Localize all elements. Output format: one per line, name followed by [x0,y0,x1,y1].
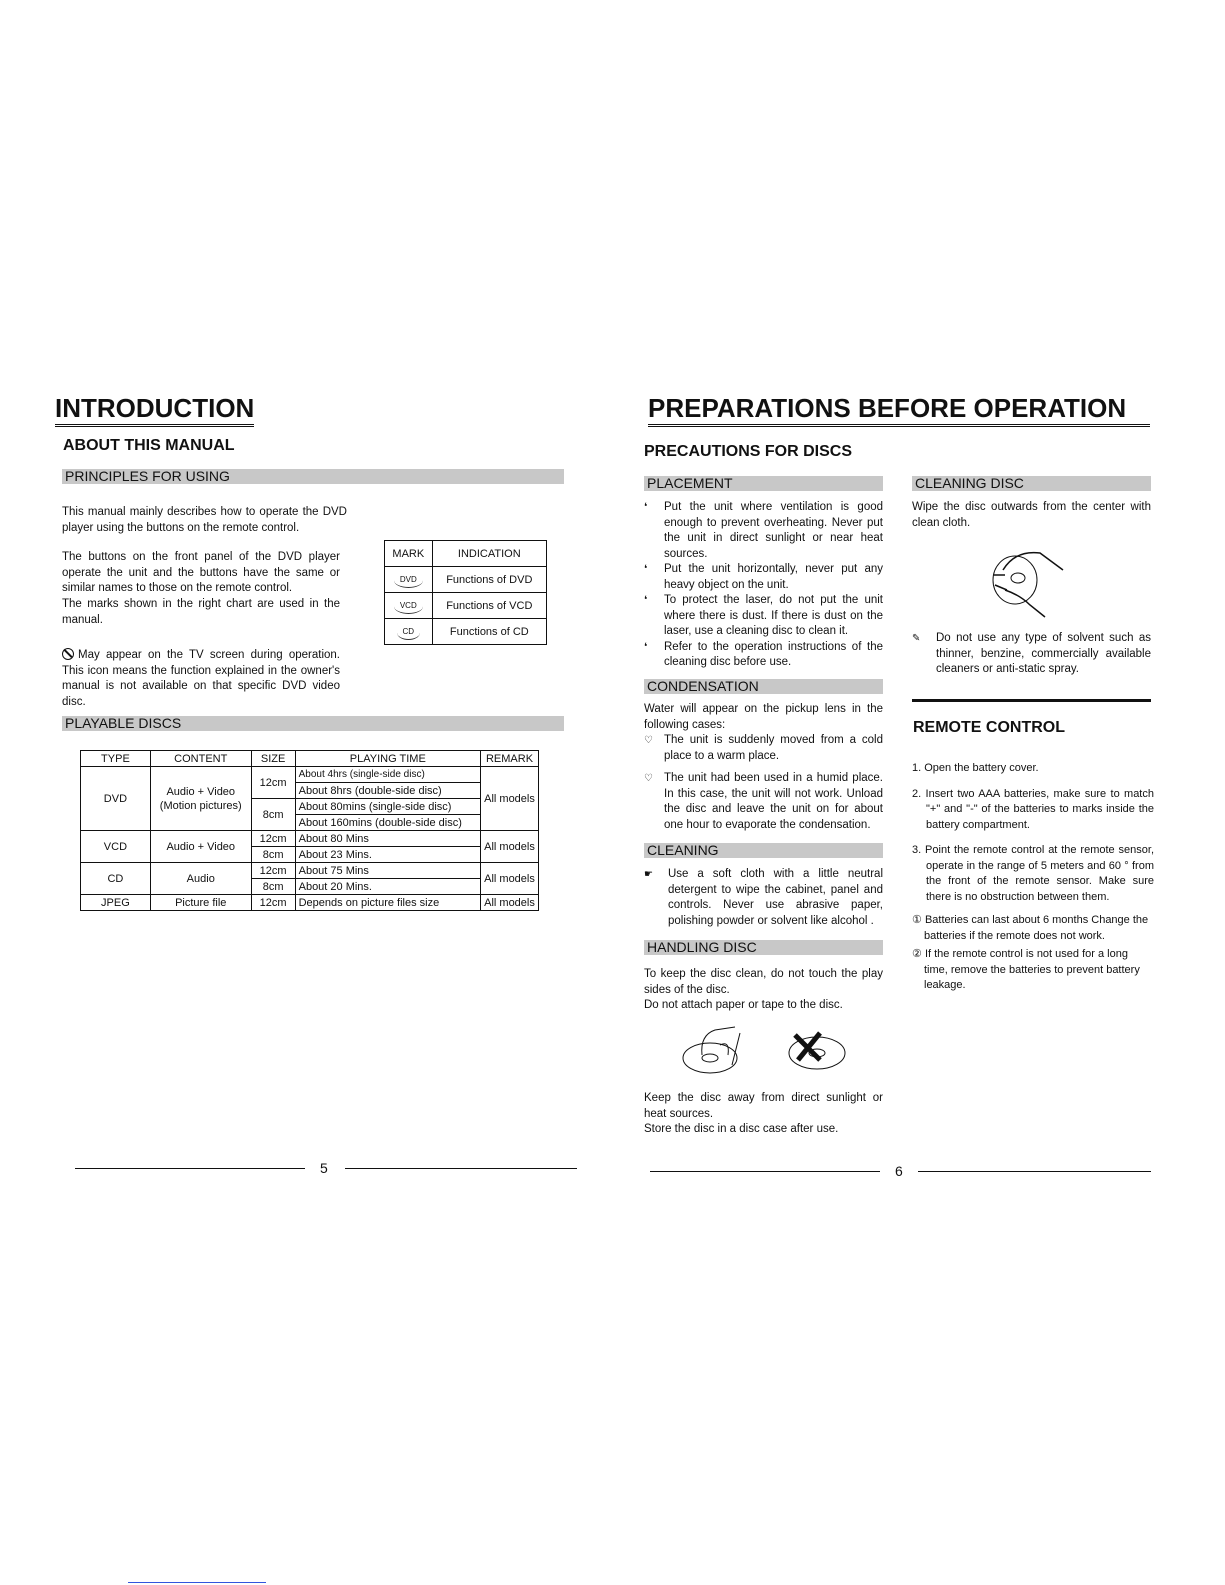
header-mark: MARK [385,541,433,567]
table-cell: About 20 Mins. [295,879,480,895]
table-cell: JPEG [81,895,151,911]
paragraph: To keep the disc clean, do not touch the play sides of the disc. [644,968,883,996]
paragraph-buttons: The buttons on the front panel of the DVD player operate the unit and the buttons have the same or similar names to those on the remote control. [62,551,340,594]
link-underline[interactable] [128,1582,266,1583]
indication: Functions of CD [432,619,546,645]
remote-step: 3. Point the remote control at the remote sensor, operate in the range of 5 meters and 60 ° from the front of the remote sensor. Make sure there is no obstruction between them. [912,844,1154,903]
table-row [81,831,539,847]
section-heading-precautions: PRECAUTIONS FOR DISCS [644,443,853,460]
playable-discs-table [80,750,539,911]
table-cell: All models [481,863,539,895]
list-item: ❛ Put the unit where ventilation is good enough to prevent overheating. Never put the unit in direct sunlight or near heat sources. [644,501,883,560]
table-cell: VCD [81,831,151,863]
paragraph-marks: The marks shown in the right chart are used in the manual. [62,598,340,626]
table-cell: About 8hrs (double-side disc) [295,783,480,799]
paragraph-prohibited: May appear on the TV screen during operation. This icon means the function explained in the owner's manual is not available on that specific DVD video disc. [62,649,340,708]
paragraph: Do not attach paper or tape to the disc. [644,999,843,1011]
cd-mark-icon: CD [385,619,433,645]
indication: Functions of DVD [432,567,546,593]
disc-cleaning-illustration [985,545,1070,620]
page-number: 6 [895,1163,903,1179]
table-row [385,619,547,645]
table-row [385,593,547,619]
dvd-mark-icon: DVD [385,567,433,593]
remote-step: 1. Open the battery cover. [912,762,1039,774]
table-cell: SIZE [251,751,295,767]
table-cell: 12cm [251,831,295,847]
table-row [81,767,539,783]
page-number: 5 [320,1160,328,1176]
table-cell: All models [481,831,539,863]
header-indication: INDICATION [432,541,546,567]
table-cell: Picture file [150,895,251,911]
table-row [81,895,539,911]
list-item: ☛ Use a soft cloth with a little neutral detergent to wipe the cabinet, panel and controls. Never use abrasive paper, polishing powder or solvent like alcohol . [644,868,883,927]
table-cell: Depends on picture files size [295,895,480,911]
table-cell: About 80 Mins [295,831,480,847]
footer-rule [75,1168,305,1169]
paragraph: Wipe the disc outwards from the center with clean cloth. [912,501,1151,529]
list-item: ❛ Refer to the operation instructions of the cleaning disc before use. [644,640,883,668]
table-cell: 8cm [251,879,295,895]
section-heading-about: ABOUT THIS MANUAL [63,437,235,454]
table-cell: About 4hrs (single-side disc) [295,767,480,783]
subheading-playable: PLAYABLE DISCS [62,716,564,731]
table-cell: About 80mins (single-side disc) [295,799,480,815]
table-cell: 12cm [251,895,295,911]
table-cell: 12cm [251,767,295,799]
footer-rule [345,1168,577,1169]
paragraph-condensation: Water will appear on the pickup lens in the following cases: [644,703,883,731]
indication: Functions of VCD [432,593,546,619]
paragraph: Store the disc in a disc case after use. [644,1123,839,1135]
subheading-handling: HANDLING DISC [644,940,883,955]
paragraph-intro: This manual mainly describes how to operate the DVD player using the buttons on the remote control. [62,506,347,534]
section-divider [912,699,1151,702]
prohibited-icon [62,648,74,660]
subheading-condensation: CONDENSATION [644,679,883,694]
table-cell: CONTENT [150,751,251,767]
paragraph: Keep the disc away from direct sunlight or heat sources. [644,1092,883,1120]
remote-step: 2. Insert two AAA batteries, make sure to match "+" and "-" of the batteries to marks inside the battery compartment. [912,787,1154,831]
table-cell: 8cm [251,799,295,831]
table-cell: Audio + Video (Motion pictures) [150,767,251,831]
subheading-principles: PRINCIPLES FOR USING [62,469,564,484]
footer-rule [650,1171,880,1172]
table-row [81,863,539,879]
footer-rule [918,1171,1151,1172]
table-cell: 8cm [251,847,295,863]
list-item: ♡ The unit is suddenly moved from a cold place to a warm place. [644,734,883,762]
table-cell: CD [81,863,151,895]
table-cell: DVD [81,767,151,831]
remote-note: ② If the remote control is not used for a long time, remove the batteries to prevent battery leakage. [912,948,1140,991]
marks-table [384,540,547,645]
table-cell: All models [481,767,539,831]
subheading-cleaning: CLEANING [644,843,883,858]
disc-handling-illustration [680,1025,850,1075]
list-item: ❛ To protect the laser, do not put the unit where there is dust. If there is dust on the laser, use a cleaning disc to clean it. [644,594,883,637]
table-cell: All models [481,895,539,911]
table-header [81,751,539,767]
table-cell: Audio + Video [150,831,251,863]
list-item: ✎ Do not use any type of solvent such as thinner, benzine, commercially available cleaners or anti-static spray. [912,632,1151,675]
subheading-cleaning-disc: CLEANING DISC [912,476,1151,491]
section-heading-remote: REMOTE CONTROL [913,719,1065,736]
table-cell: About 75 Mins [295,863,480,879]
table-cell: About 23 Mins. [295,847,480,863]
subheading-placement: PLACEMENT [644,476,883,491]
vcd-mark-icon: VCD [385,593,433,619]
page-title-introduction: INTRODUCTION [55,393,254,427]
table-cell: TYPE [81,751,151,767]
page-title-preparations: PREPARATIONS BEFORE OPERATION [648,393,1150,427]
table-cell: PLAYING TIME [295,751,480,767]
table-row [385,541,547,567]
list-item: ❛ Put the unit horizontally, never put any heavy object on the unit. [644,563,883,591]
remote-note: ① Batteries can last about 6 months Change the batteries if the remote does not work. [912,914,1149,942]
list-item: ♡ The unit had been used in a humid place. In this case, the unit will not work. Unload the disc and leave the unit on for about one hour to evaporate the condensation. [644,772,883,831]
table-cell: 12cm [251,863,295,879]
table-cell: About 160mins (double-side disc) [295,815,480,831]
table-row [385,567,547,593]
table-cell: REMARK [481,751,539,767]
table-cell: Audio [150,863,251,895]
